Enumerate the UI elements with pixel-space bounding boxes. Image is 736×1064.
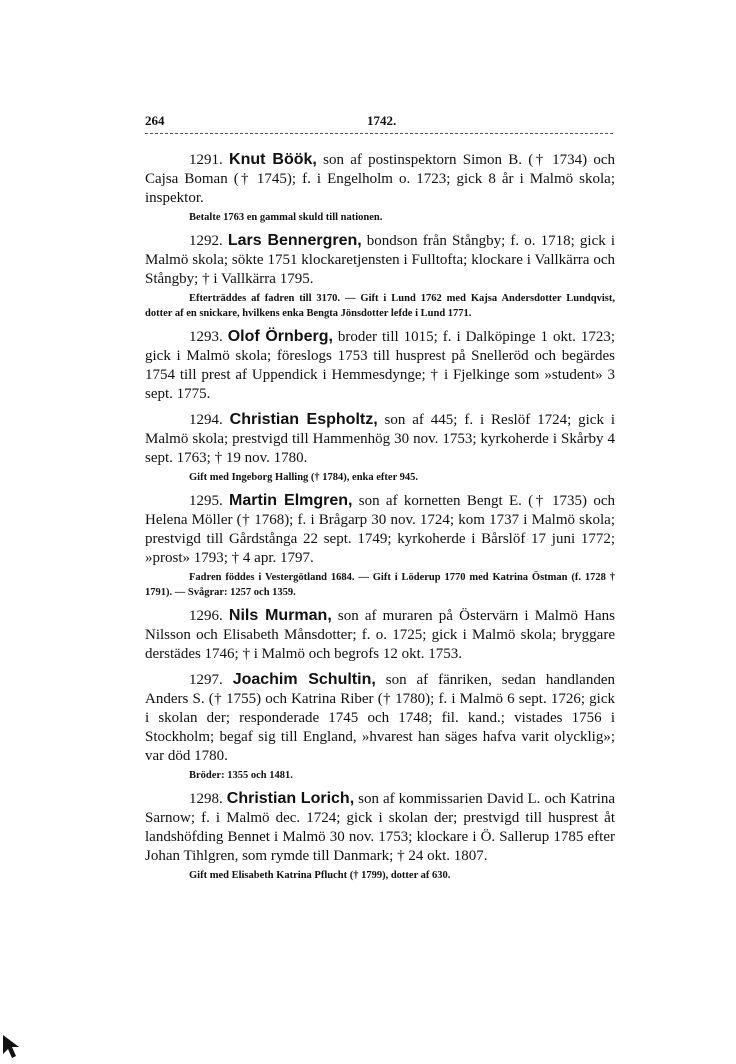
entry-number: 1294.	[189, 412, 223, 428]
entry-note: Gift med Ingeborg Halling († 1784), enka efter 945.	[189, 472, 419, 483]
entry-text: son af fänriken, sedan handlanden Anders S. († 1755) och Katrina Riber († 1780); f. i Malmö 6 sept. 1726; gick i skolan der; responderade 1745 och 1748; fil. kand.; vistades 1756 i Stockholm; begaf sig till England, »hvarest han säges hafva varit olycklig»; var död 1780.	[145, 672, 615, 764]
entry-1295	[145, 491, 615, 600]
entry-text: broder till 1015; f. i Dalköpinge 1 okt. 1723; gick i Malmö skola; föreslogs 1753 till husprest på Snelleröd och begärdes 1754 till prest af Uppendick i Hemmesdynge; † i Fjelkinge som »student» 3 sept. 1775.	[145, 329, 616, 402]
entry-1296	[145, 606, 615, 664]
running-year: 1742.	[367, 113, 397, 128]
page-body	[145, 150, 615, 889]
entry-1297	[145, 670, 615, 783]
entry-number: 1292.	[189, 233, 223, 249]
entry-note: Gift med Elisabeth Katrina Pflucht († 1799), dotter af 630.	[189, 870, 451, 881]
entry-number: 1291.	[189, 152, 223, 168]
entry-note: Betalte 1763 en gammal skuld till nationen.	[189, 212, 383, 223]
entry-number: 1297.	[189, 672, 223, 688]
entry-1298	[145, 789, 615, 883]
entry-name: Lars Bennergren,	[227, 232, 362, 249]
entry-name: Christian Espholtz,	[229, 411, 378, 428]
page-number: 264	[145, 113, 165, 128]
entry-name: Knut Böök,	[229, 151, 317, 168]
entry-text: son af 445; f. i Reslöf 1724; gick i Malmö skola; prestvigd till Hammenhög 30 nov. 1753; kyrkoherde i Skårby 4 sept. 1763; † 19 nov. 1780.	[145, 412, 615, 466]
entry-number: 1298.	[189, 791, 223, 807]
entry-text: son af kommissarien David L. och Katrina Sarnow; f. i Malmö dec. 1724; gick i skolan der; prestvigd till husprest åt landshöfding Bennet i Malmö 30 nov. 1753; klockare i Ö. Sallerup 1785 efter Johan Tihlgren, som rymde till Danmark; † 24 okt. 1807.	[145, 791, 616, 864]
entry-1294	[145, 410, 615, 485]
entry-1292	[145, 231, 615, 321]
entry-note: Fadren föddes i Vestergötland 1684. — Gift i Löderup 1770 med Katrina Östman (f. 1728 † 1791). — Svågrar: 1257 och 1359.	[145, 572, 615, 598]
page-header	[145, 113, 615, 133]
entry-name: Olof Örnberg,	[227, 328, 333, 345]
entry-name: Martin Elmgren,	[229, 492, 353, 509]
entry-note: Bröder: 1355 och 1481.	[189, 770, 293, 781]
entry-text: son af postinspektorn Simon B. († 1734) och Cajsa Boman († 1745); f. i Engelholm o. 1723; gick 8 år i Malmö skola; inspektor.	[145, 152, 615, 206]
entry-name: Christian Lorich,	[226, 790, 355, 807]
header-rule	[145, 133, 613, 134]
entry-text: son af muraren på Östervärn i Malmö Hans Nilsson och Elisabeth Månsdotter; f. o. 1725; gick i Malmö skola; bryggare derstädes 1746; † i Malmö och begrofs 12 okt. 1753.	[145, 608, 616, 662]
entry-note: Efterträddes af fadren till 3170. — Gift i Lund 1762 med Kajsa Andersdotter Lundqvist, dotter af en snickare, hvilkens enka Bengta Jönsdotter lefde i Lund 1771.	[145, 293, 615, 319]
entry-name: Nils Murman,	[228, 607, 332, 624]
entry-name: Joachim Schultin,	[232, 671, 376, 688]
entry-text: son af kornetten Bengt E. († 1735) och Helena Möller († 1768); f. i Brågarp 30 nov. 1724; kom 1737 i Malmö skola; prestvigd till Gårdstånga 22 sept. 1749; kyrkoherde i Bårslöf 17 juni 1772; »prost» 1793; † 4 apr. 1797.	[145, 493, 615, 566]
entry-1293	[145, 327, 615, 404]
entry-1291	[145, 150, 615, 225]
entry-text: bondson från Stångby; f. o. 1718; gick i Malmö skola; sökte 1751 klockaretjensten i Fulltofta; klockare i Vallkärra och Stångby; † i Vallkärra 1795.	[145, 233, 616, 287]
entry-number: 1296.	[189, 608, 223, 624]
entry-number: 1295.	[189, 493, 223, 509]
corner-pointer-icon	[0, 1032, 28, 1060]
entry-number: 1293.	[189, 329, 223, 345]
